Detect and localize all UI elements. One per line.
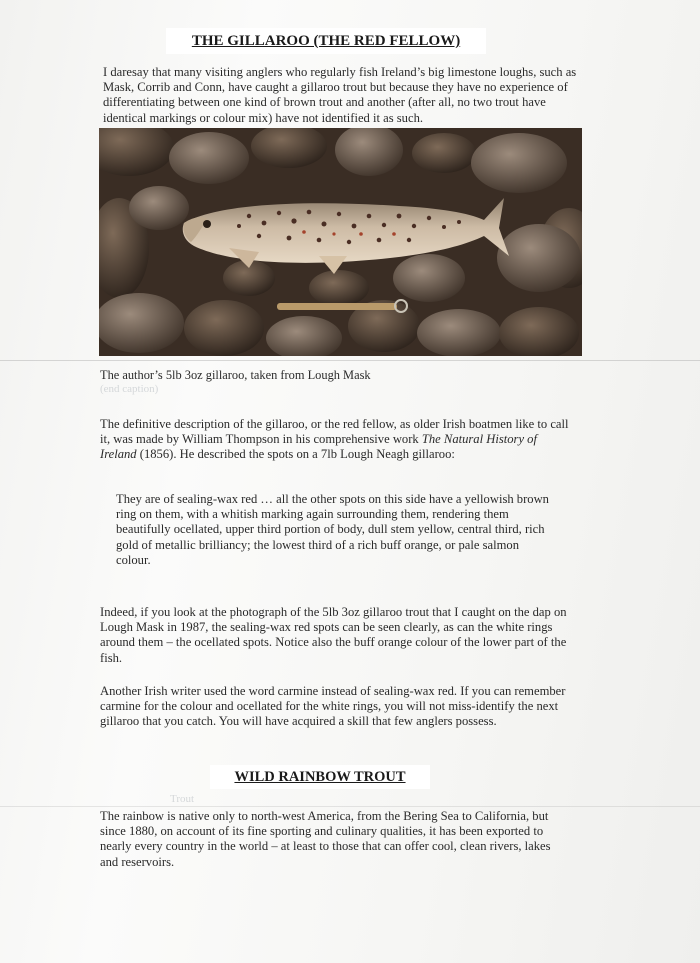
- indeed-paragraph: Indeed, if you look at the photograph of the 5lb 3oz gillaroo trout that I caught on the dap on Lough Mask in 1987, the sealing-wax red spots can be seen clearly, as can the white rings around them – the ocellated spots. Notice also the buff orange colour of the lower part of the fish.: [100, 605, 567, 665]
- rainbow-trout-heading: WILD RAINBOW TROUT: [210, 765, 430, 789]
- gillaroo-photo: [99, 128, 582, 356]
- thompson-quote: They are of sealing-wax red … all the other spots on this side have a yellowish brown ring on them, with a whitish marking again surrounding them, rendering them beautifully ocellated, upper third portion of body, dull stem yellow, central third, rich gold of metallic brilliancy; the lowest third of a rich buff orange, or pale salmon colour.: [116, 492, 549, 567]
- carmine-paragraph: Another Irish writer used the word carmine instead of sealing-wax red. If you can remember carmine for the colour and ocellated for the white rings, you will not miss-identify the next gillaroo that you catch. You will have acquired a skill that few anglers possess.: [100, 684, 566, 729]
- definition-text-start: The definitive description of the gillaroo, or the red fellow, as older Irish boatmen like to call it, was made by William Thompson in his comprehensive work: [100, 417, 569, 447]
- rainbow-paragraph: The rainbow is native only to north-west America, from the Bering Sea to California, but since 1880, on account of its fine sporting and culinary qualities, it has been exported to nearly every country in the world – at least to those that can offer cool, clean rivers, lakes and reservoirs.: [100, 809, 551, 869]
- definition-text-end: (1856). He described the spots on a 7lb Lough Neagh gillaroo:: [136, 447, 455, 462]
- photo-caption: The author’s 5lb 3oz gillaroo, taken from Lough Mask: [100, 368, 371, 382]
- faint-heading-marker: Trout: [170, 793, 195, 805]
- faint-caption-marker: (end caption): [100, 383, 159, 395]
- definition-paragraph: [100, 417, 570, 463]
- intro-paragraph: I daresay that many visiting anglers who regularly fish Ireland’s big limestone loughs, such as Mask, Corrib and Conn, have caught a gillaroo trout but because they have no experience of differentiating between one kind of brown trout and another (after all, no two trout have identical markings or colour mix) have not identified it as such.: [103, 65, 577, 125]
- brown-trout-on-stones-photo: [99, 128, 582, 356]
- book-title: The Natural History of Ireland: [100, 432, 537, 462]
- article-title: THE GILLAROO (THE RED FELLOW): [166, 28, 486, 54]
- fold-crease: [0, 806, 700, 807]
- fold-crease: [0, 360, 700, 361]
